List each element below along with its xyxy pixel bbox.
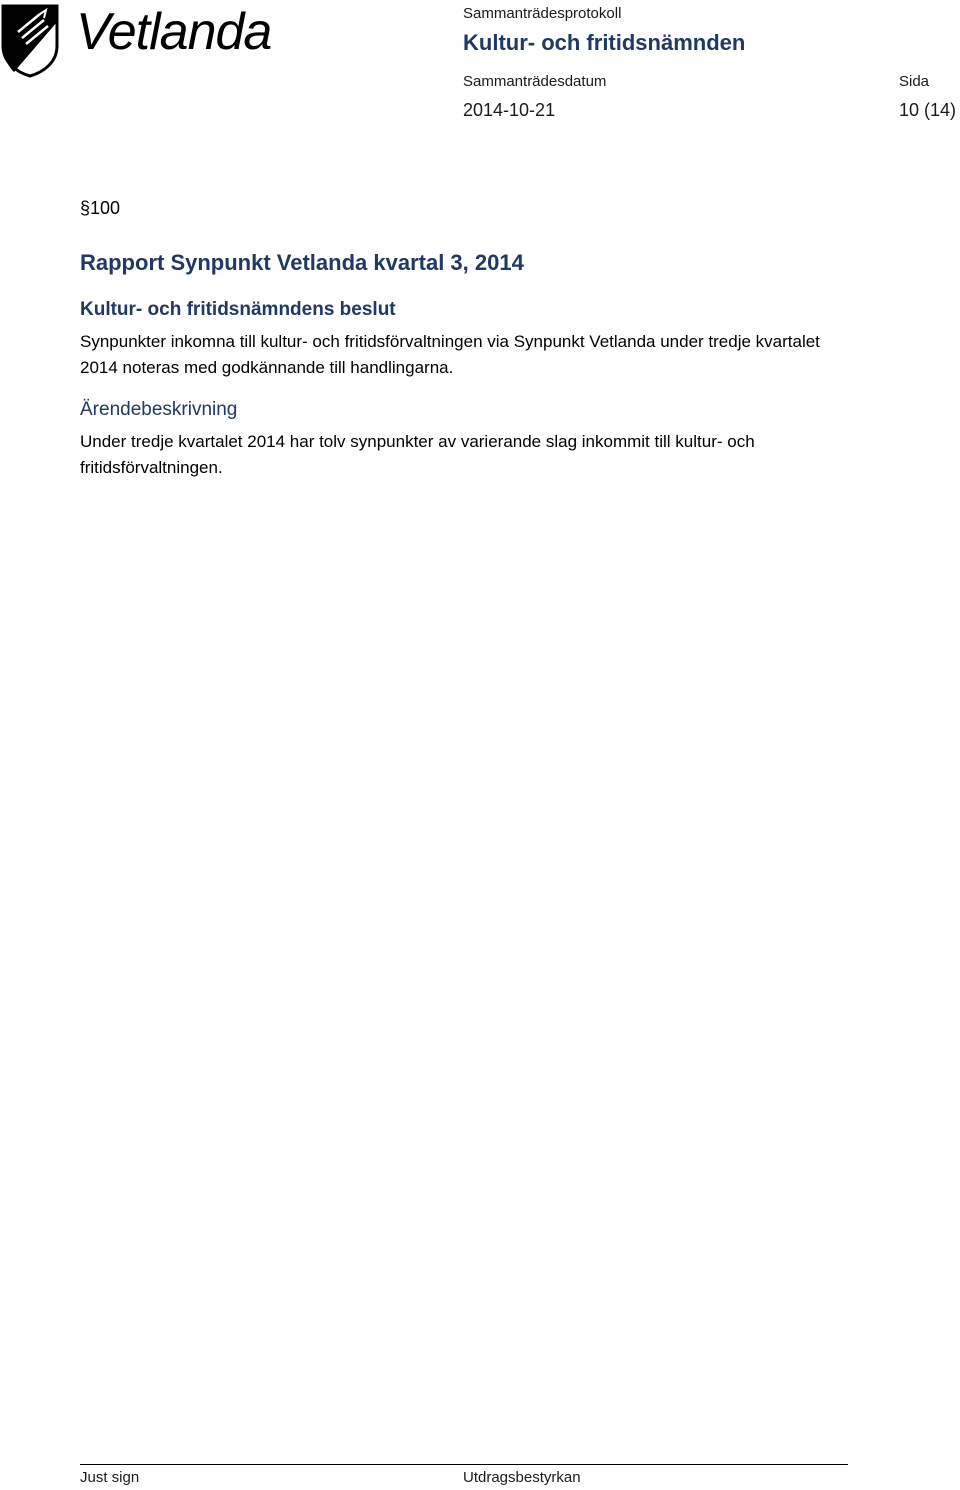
doc-type: Sammanträdesprotokoll bbox=[463, 5, 622, 22]
decision-text: Synpunkter inkomna till kultur- och fritidsförvaltningen via Synpunkt Vetlanda under tredje kvartalet 2014 noteras med godkännande till handlingarna. bbox=[80, 332, 820, 377]
committee-name: Kultur- och fritidsnämnden bbox=[463, 30, 746, 55]
footer-divider bbox=[80, 1464, 848, 1465]
page-label: Sida bbox=[899, 73, 930, 90]
protocol-content bbox=[80, 195, 860, 497]
sign-label: Just sign bbox=[80, 1469, 140, 1486]
extract-label: Utdragsbestyrkan bbox=[463, 1469, 581, 1486]
date-label: Sammanträdesdatum bbox=[463, 73, 607, 90]
municipality-logo bbox=[0, 0, 290, 80]
logo-wordmark: Vetlanda bbox=[76, 3, 272, 61]
page-number: 10 (14) bbox=[899, 100, 957, 120]
meeting-date: 2014-10-21 bbox=[463, 100, 556, 120]
item-title: Rapport Synpunkt Vetlanda kvartal 3, 2014 bbox=[80, 250, 524, 275]
description-text: Under tredje kvartalet 2014 har tolv synpunkter av varierande slag inkommit till kultur- och fritidsförvaltningen. bbox=[80, 432, 755, 477]
paragraph-number: §100 bbox=[80, 198, 121, 218]
decision-heading: Kultur- och fritidsnämndens beslut bbox=[80, 299, 396, 320]
coat-of-arms-icon bbox=[0, 2, 60, 78]
description-heading: Ärendebeskrivning bbox=[80, 399, 238, 420]
